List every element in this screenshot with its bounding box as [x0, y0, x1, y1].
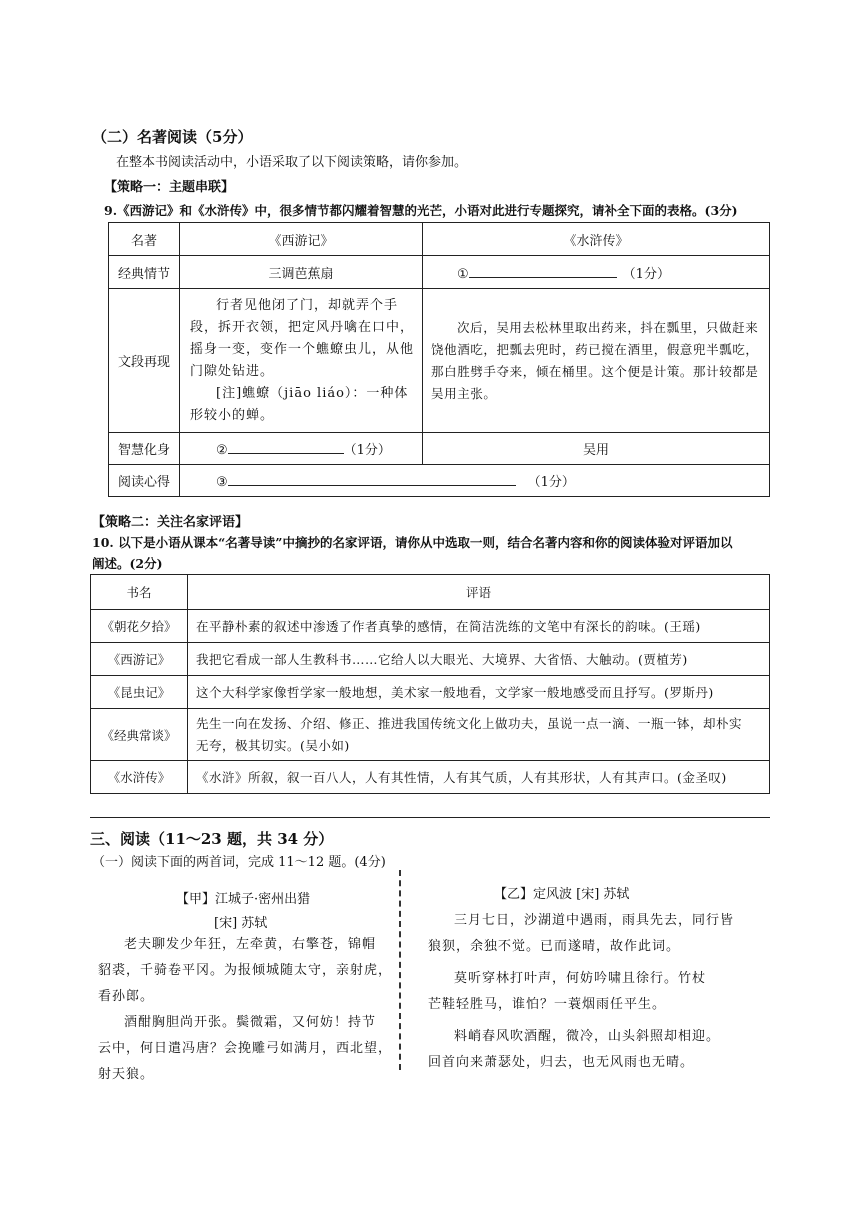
- poem-a-text: 老夫聊发少年狂，左牵黄，右擎苍，锦帽 貂裘，千骑卷平冈。为报倾城随太守，亲射虎， 看孙郎。 酒酣胸胆尚开张。鬓微霜，又何妨！持节 云中，何日遣冯唐？会挽雕弓如满月，西北望， 射天狼。: [98, 937, 393, 1082]
- critique-table: [90, 574, 770, 794]
- table-row: [91, 610, 770, 643]
- answer-blank-3[interactable]: [228, 473, 516, 486]
- row-label: 经典情节: [109, 256, 180, 289]
- row-label: 文段再现: [109, 289, 180, 433]
- intro-text: 在整本书阅读活动中，小语采取了以下阅读策略，请你参加。: [116, 155, 468, 170]
- cell-shuihu-plot: ① （1分）: [423, 256, 770, 289]
- comment: 我把它看成一部人生教科书……它给人以大眼光、大境界、大省悟、大触动。(贾植芳): [188, 643, 770, 676]
- sub-heading: （一）阅读下面的两首词，完成 11～12 题。(4分): [92, 855, 386, 870]
- strategy-two-label: 【策略二：关注名家评语】: [92, 515, 249, 530]
- cell-shuihu-wisdom: 吴用: [423, 433, 770, 465]
- table-row: [91, 676, 770, 709]
- table-row: [91, 761, 770, 794]
- poem-b-text: 三月七日，沙湖道中遇雨，雨具先去，同行皆 狼狈，余独不觉。已而遂晴，故作此词。 莫听穿林打叶声，何妨吟啸且徐行。竹杖 芒鞋轻胜马，谁怕？一蓑烟雨任平生。 料峭春风吹酒醒，微冷，山头斜照却相迎。 回首向来萧瑟处，归去，也无风雨也无晴。: [428, 913, 735, 1070]
- comment: 先生一向在发扬、介绍、修正、推进我国传统文化上做功夫，虽说一点一滴、一瓶一钵，却朴实 无夸，极其切实。(吴小如): [188, 709, 770, 761]
- comment: 《水浒》所叙，叙一百八人，人有其性情，人有其气质，人有其形状，人有其声口。(金圣叹): [188, 761, 770, 794]
- header-cell: 评语: [188, 575, 770, 610]
- book-name: 《朝花夕拾》: [91, 610, 188, 643]
- book-name: 《昆虫记》: [91, 676, 188, 709]
- poem-a-author: [宋] 苏轼: [214, 916, 268, 931]
- row-label: 智慧化身: [109, 433, 180, 465]
- book-name: 《经典常谈》: [91, 709, 188, 761]
- row-label: 阅读心得: [109, 465, 180, 497]
- answer-blank-1[interactable]: [469, 265, 617, 278]
- question-10-line2: 阐述。(2分): [92, 556, 163, 571]
- header-cell: 《水浒传》: [423, 223, 770, 256]
- section-heading: 三、阅读（11～23 题，共 34 分）: [90, 830, 334, 848]
- answer-blank-2[interactable]: [228, 441, 344, 454]
- strategy-table: [108, 222, 770, 497]
- comment: 在平静朴素的叙述中渗透了作者真挚的感情，在简洁洗练的文笔中有深长的韵味。(王瑶): [188, 610, 770, 643]
- table-row: [91, 643, 770, 676]
- question-9: 9.《西游记》和《水浒传》中，很多情节都闪耀着智慧的光芒，小语对此进行专题探究，请补全下面的表格。(3分): [104, 203, 738, 218]
- cell-xiyouji-wisdom: ② （1分）: [180, 433, 423, 465]
- header-cell: 书名: [91, 575, 188, 610]
- strategy-one-label: 【策略一：主题串联】: [104, 180, 235, 195]
- section-heading: （二）名著阅读（5分）: [92, 128, 253, 146]
- column-divider: [399, 870, 401, 1070]
- table-row: [91, 709, 770, 761]
- book-name: 《水浒传》: [91, 761, 188, 794]
- cell-xiyouji-passage: 行者见他闭了门，却就弄个手 段，拆开衣领，把定风丹噙在口中， 摇身一变，变作一个蟭蟟虫儿，从他 门隙处钻进。 [注]蟭蟟（jiāo liáo）：一种体 形较小的蝉。: [180, 289, 423, 433]
- poem-a-title: 【甲】江城子·密州出猎: [176, 892, 311, 907]
- header-cell: 《西游记》: [180, 223, 423, 256]
- cell-xiyouji-plot: 三调芭蕉扇: [180, 256, 423, 289]
- cell-shuihu-passage: 次后，吴用去松林里取出药来，抖在瓢里，只做赶来 饶他酒吃，把瓢去兜时，药已搅在酒里，假意兜半瓢吃， 那白胜劈手夺来，倾在桶里。这个便是计策。那计较都是 吴用主张。: [423, 289, 770, 433]
- section-divider: [90, 817, 770, 818]
- poem-b-title: 【乙】定风波 [宋] 苏轼: [494, 887, 630, 902]
- question-10-line1: 10. 以下是小语从课本“名著导读”中摘抄的名家评语，请你从中选取一则，结合名著内容和你的阅读体验对评语加以: [92, 535, 733, 550]
- comment: 这个大科学家像哲学家一般地想，美术家一般地看，文学家一般地感受而且抒写。(罗斯丹): [188, 676, 770, 709]
- cell-reading-insight: ③ （1分）: [180, 465, 770, 497]
- book-name: 《西游记》: [91, 643, 188, 676]
- header-cell: 名著: [109, 223, 180, 256]
